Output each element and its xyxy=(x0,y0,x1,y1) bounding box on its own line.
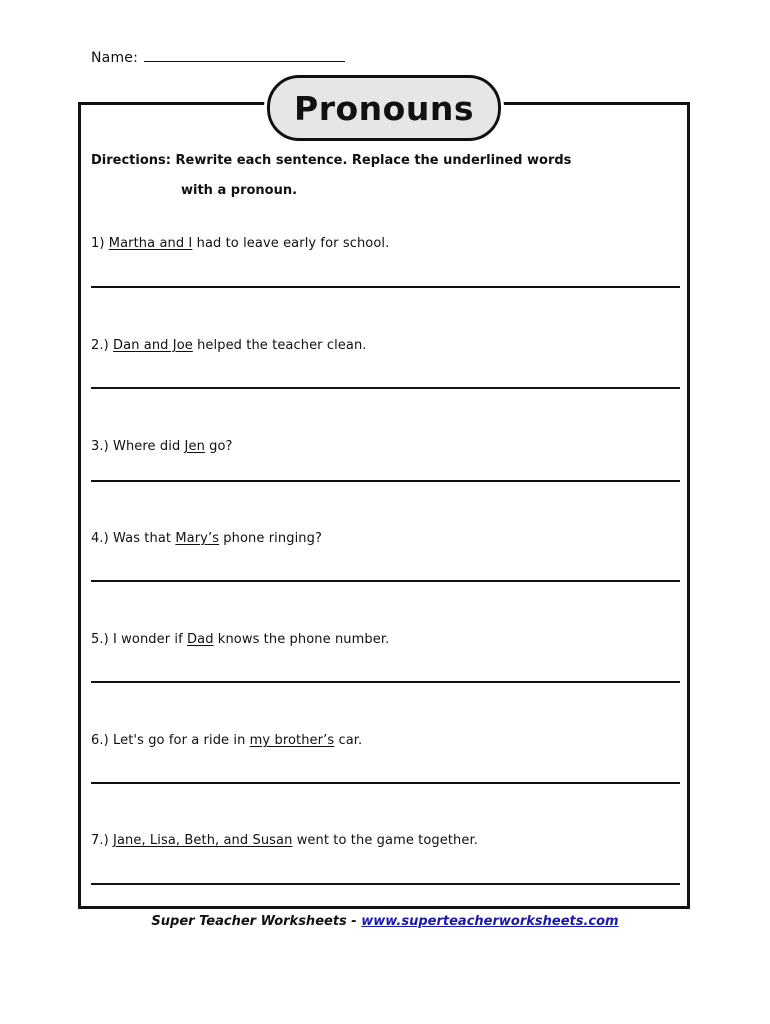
name-field xyxy=(91,47,345,66)
question-1 xyxy=(91,236,389,251)
directions-line-1: Directions: Rewrite each sentence. Replace the underlined words xyxy=(91,153,572,168)
underlined-words: Martha and I xyxy=(108,236,193,251)
question-3 xyxy=(91,439,233,454)
directions xyxy=(91,146,571,206)
underlined-words: Jane, Lisa, Beth, and Susan xyxy=(113,833,293,848)
question-5 xyxy=(91,632,389,647)
footer-credit: Super Teacher Worksheets - xyxy=(151,914,362,929)
question-text-before: 7.) xyxy=(91,833,114,848)
question-text-before: 6.) Let's go for a ride in xyxy=(91,733,250,748)
answer-line-5[interactable] xyxy=(91,681,680,683)
worksheet-title: Pronouns xyxy=(267,75,501,141)
directions-line-2: with a pronoun. xyxy=(181,183,298,198)
question-text-after: knows the phone number. xyxy=(213,632,390,647)
answer-line-3[interactable] xyxy=(91,480,680,482)
question-text-before: 1) xyxy=(91,236,109,251)
underlined-words: Dad xyxy=(187,632,214,647)
underlined-words: Jen xyxy=(184,439,205,454)
question-2 xyxy=(91,338,367,353)
footer xyxy=(0,914,770,929)
answer-line-4[interactable] xyxy=(91,580,680,582)
question-text-after: car. xyxy=(334,733,363,748)
name-blank-line[interactable] xyxy=(144,47,345,62)
footer-link[interactable]: www.superteacherworksheets.com xyxy=(361,914,619,929)
question-text-after: go? xyxy=(204,439,233,454)
question-text-before: 3.) Where did xyxy=(91,439,185,454)
underlined-words: my brother’s xyxy=(249,733,335,748)
question-6 xyxy=(91,733,362,748)
underlined-words: Mary’s xyxy=(175,531,220,546)
question-text-after: went to the game together. xyxy=(292,833,478,848)
worksheet-frame xyxy=(78,102,690,909)
answer-line-7[interactable] xyxy=(91,883,680,885)
question-text-after: phone ringing? xyxy=(219,531,322,546)
answer-line-1[interactable] xyxy=(91,286,680,288)
question-text-after: helped the teacher clean. xyxy=(192,338,367,353)
underlined-words: Dan and Joe xyxy=(113,338,193,353)
question-text-before: 5.) I wonder if xyxy=(91,632,188,647)
question-text-before: 4.) Was that xyxy=(91,531,176,546)
question-text-before: 2.) xyxy=(91,338,114,353)
question-text-after: had to leave early for school. xyxy=(192,236,390,251)
answer-line-2[interactable] xyxy=(91,387,680,389)
answer-line-6[interactable] xyxy=(91,782,680,784)
question-4 xyxy=(91,531,322,546)
question-7 xyxy=(91,833,478,848)
name-label: Name: xyxy=(91,50,139,66)
